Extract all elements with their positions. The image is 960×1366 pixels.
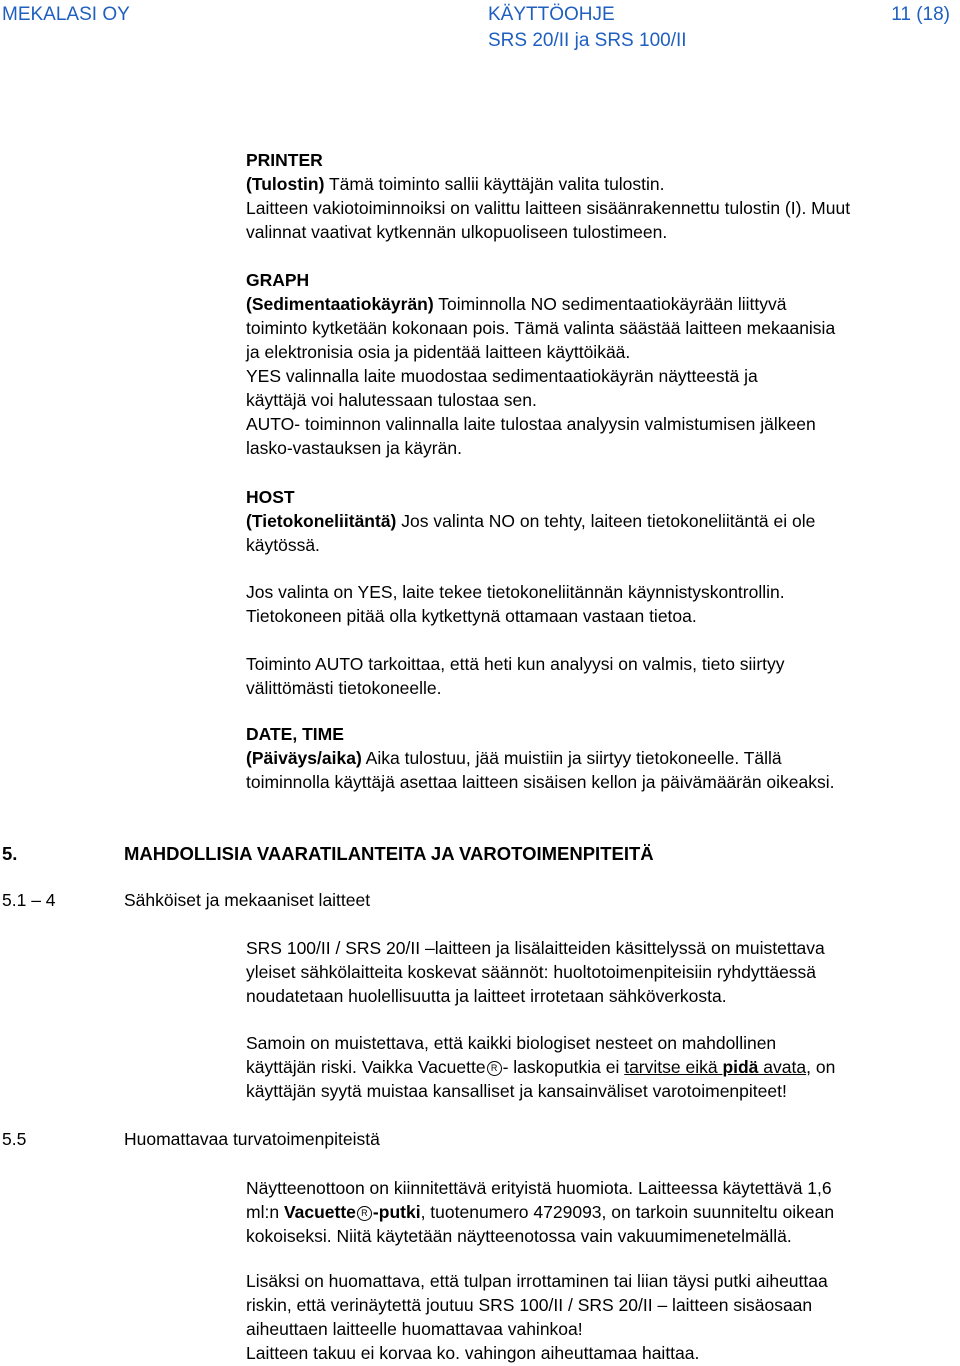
datetime-section (246, 722, 946, 794)
graph-heading: GRAPH (246, 270, 310, 290)
header-page-number: 11 (18) (891, 4, 950, 25)
graph-line1-text: Toiminnolla NO sedimentaatiokäyrään liittyvä (433, 294, 787, 314)
sub55-paragraph-2 (246, 1269, 946, 1365)
graph-line4: YES valinnalla laite muodostaa sedimentaatiokäyrän näytteestä ja (246, 366, 758, 386)
sub51-p2-line2-c: , on (806, 1057, 836, 1077)
datetime-line1 (246, 746, 946, 770)
sub55-p2-line3: aiheuttaen laitteelle huomattavaa vahinkoa! (246, 1319, 583, 1339)
datetime-line2: toiminnolla käyttäjä asettaa laitteen sisäisen kellon ja päivämäärän oikeaksi. (246, 772, 835, 792)
sub55-p2-line4: Laitteen takuu ei korvaa ko. vahingon aiheuttamaa haittaa. (246, 1343, 700, 1363)
host-line1 (246, 509, 946, 533)
printer-section (246, 148, 946, 244)
sub55-p1-line2-a: ml:n (246, 1202, 284, 1222)
host-term: (Tietokoneliitäntä) (246, 511, 397, 531)
printer-line1-text: Tämä toiminto sallii käyttäjän valita tulostin. (324, 174, 665, 194)
sub55-p1-line2-b: , tuotenumero 4729093, on tarkoin suunniteltu oikean (420, 1202, 835, 1222)
sub51-p2-underlined-1: tarvitse eikä (624, 1057, 723, 1077)
host-p2-line2: Tietokoneen pitää olla kytkettynä ottamaan vastaan tietoa. (246, 606, 697, 626)
section5-title: MAHDOLLISIA VAARATILANTEITA JA VAROTOIMENPITEITÄ (124, 843, 654, 864)
registered-mark-icon-2: R (357, 1206, 372, 1221)
host-p2-line1: Jos valinta on YES, laite tekee tietokoneliitännän käynnistyskontrollin. (246, 582, 785, 602)
header-doc-title-line2: SRS 20/II ja SRS 100/II (488, 30, 687, 51)
header-doc-title-line1: KÄYTTÖOHJE (488, 4, 615, 25)
graph-line3: ja elektronisia osia ja pidentää laitteen käyttöikää. (246, 342, 631, 362)
sub55-p1-line1: Näytteenottoon on kiinnitettävä erityistä huomiota. Laitteessa käytettävä 1,6 (246, 1178, 832, 1198)
sub55-p1-line3: kokoiseksi. Niitä käytetään näytteenotossa vain vakuumimenetelmällä. (246, 1226, 792, 1246)
printer-line1 (246, 172, 946, 196)
sub51-p2-underlined-bold: pidä (722, 1057, 759, 1077)
host-line1-text: Jos valinta NO on tehty, laiteen tietokoneliitäntä ei ole (396, 511, 816, 531)
sub55-number: 5.5 (2, 1129, 27, 1149)
datetime-line1-text: Aika tulostuu, jää muistiin ja siirtyy tietokoneelle. Tällä (361, 748, 782, 768)
sub51-p1-line2: yleiset sähkölaitteita koskevat säännöt: huoltotoimenpiteisiin ryhdyttäessä (246, 962, 817, 982)
graph-section (246, 268, 946, 460)
sub55-paragraph-1 (246, 1176, 946, 1248)
header-doc-title (488, 2, 687, 54)
host-heading: HOST (246, 487, 295, 507)
graph-line5: käyttäjä voi halutessaan tulostaa sen. (246, 390, 537, 410)
printer-line2: Laitteen vakiotoiminnoiksi on valittu laitteen sisäänrakennettu tulostin (I). Muut (246, 198, 851, 218)
registered-mark-icon: R (487, 1061, 502, 1076)
graph-line6: AUTO- toiminnon valinnalla laite tulostaa analyysin valmistumisen jälkeen (246, 414, 816, 434)
sub55-p1-putki: -putki (372, 1202, 421, 1222)
host-line2: käytössä. (246, 535, 320, 555)
printer-heading: PRINTER (246, 150, 323, 170)
sub51-p2-line2-b: - laskoputkia ei (502, 1057, 625, 1077)
graph-line1 (246, 292, 946, 316)
graph-line7: lasko-vastauksen ja käyrän. (246, 438, 462, 458)
sub51-paragraph-1 (246, 936, 946, 1008)
host-p3-line2: välittömästi tietokoneelle. (246, 678, 442, 698)
sub51-p2-line2 (246, 1055, 946, 1079)
sub55-p1-line2 (246, 1200, 946, 1224)
sub55-p2-line1: Lisäksi on huomattava, että tulpan irrottaminen tai liian täysi putki aiheuttaa (246, 1271, 828, 1291)
datetime-term: (Päiväys/aika) (246, 748, 362, 768)
sub51-number: 5.1 – 4 (2, 890, 56, 910)
section5-number: 5. (2, 843, 18, 864)
datetime-heading: DATE, TIME (246, 724, 344, 744)
sub51-p1-line1: SRS 100/II / SRS 20/II –laitteen ja lisälaitteiden käsittelyssä on muistettava (246, 938, 825, 958)
sub55-p2-line2: riskin, että verinäytettä joutuu SRS 100/II / SRS 20/II – laitteen sisäosaan (246, 1295, 813, 1315)
printer-term: (Tulostin) (246, 174, 325, 194)
graph-term: (Sedimentaatiokäyrän) (246, 294, 434, 314)
sub55-p1-vacuette: Vacuette (283, 1202, 356, 1222)
graph-line2: toiminto kytketään kokonaan pois. Tämä valinta säästää laitteen mekaanisia (246, 318, 836, 338)
host-p3-line1: Toiminto AUTO tarkoittaa, että heti kun analyysi on valmis, tieto siirtyy (246, 654, 785, 674)
sub55-title: Huomattavaa turvatoimenpiteistä (124, 1129, 380, 1149)
sub51-p2-line1: Samoin on muistettava, että kaikki biologiset nesteet on mahdollinen (246, 1033, 777, 1053)
host-paragraph-3 (246, 652, 946, 700)
sub51-p2-line2-a: käyttäjän riski. Vaikka Vacuette (246, 1057, 486, 1077)
sub51-p1-line3: noudatetaan huolellisuutta ja laitteet irrotetaan sähköverkosta. (246, 986, 727, 1006)
sub51-p2-underlined-2: avata (758, 1057, 807, 1077)
host-paragraph-2 (246, 580, 946, 628)
sub51-paragraph-2 (246, 1031, 946, 1103)
host-section (246, 485, 946, 557)
sub51-title: Sähköiset ja mekaaniset laitteet (124, 890, 371, 910)
header-company: MEKALASI OY (2, 4, 130, 25)
printer-line3: valinnat vaativat kytkennän ulkopuoliseen tulostimeen. (246, 222, 668, 242)
sub51-p2-line3: käyttäjän syytä muistaa kansalliset ja kansainväliset varotoimenpiteet! (246, 1081, 787, 1101)
